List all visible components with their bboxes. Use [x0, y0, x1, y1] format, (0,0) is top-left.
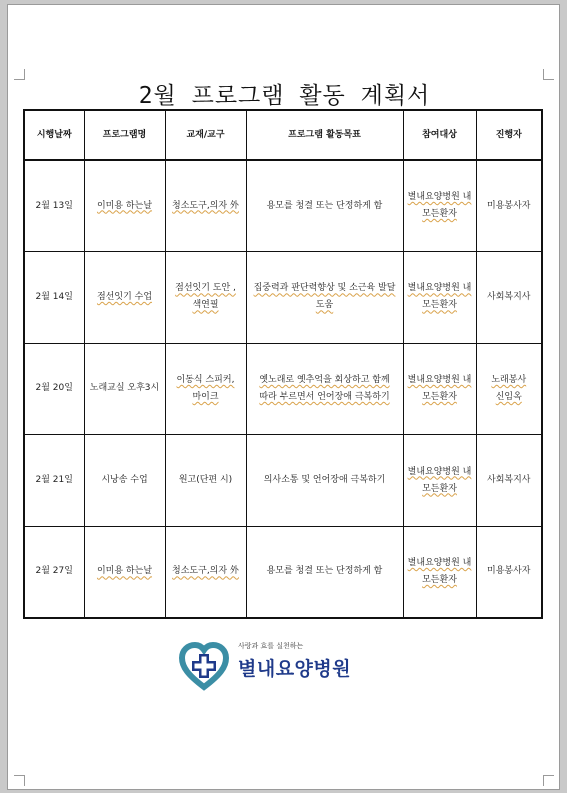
table-row — [24, 435, 542, 527]
crop-mark-bottom-right — [543, 775, 554, 786]
table-row — [24, 252, 542, 344]
cell-program: 이미용 하는날 — [84, 526, 165, 618]
cell-goal: 의사소통 및 언어장애 극복하기 — [246, 435, 403, 527]
header-leader: 진행자 — [476, 110, 542, 160]
cell-leader: 사회복지사 — [476, 435, 542, 527]
cell-goal: 용모를 청결 또는 단정하게 함 — [246, 160, 403, 252]
cell-materials: 청소도구,의자 外 — [165, 526, 246, 618]
cell-leader: 사회복지사 — [476, 252, 542, 344]
cell-target: 별내요양병원 내 모든환자 — [403, 252, 476, 344]
cell-goal: 용모를 청결 또는 단정하게 함 — [246, 526, 403, 618]
cell-target: 별내요양병원 내 모든환자 — [403, 526, 476, 618]
table-header-row — [24, 110, 542, 160]
heart-cross-icon — [178, 641, 230, 691]
cell-materials: 청소도구,의자 外 — [165, 160, 246, 252]
cell-date: 2월 13일 — [24, 160, 84, 252]
header-program: 프로그램명 — [84, 110, 165, 160]
cell-program: 점선잇기 수업 — [84, 252, 165, 344]
cell-program: 이미용 하는날 — [84, 160, 165, 252]
cell-date: 2월 14일 — [24, 252, 84, 344]
cell-materials: 이동식 스피커,마이크 — [165, 343, 246, 435]
cell-target: 별내요양병원 내 모든환자 — [403, 435, 476, 527]
logo-hospital-name: 별내요양병원 — [238, 658, 352, 680]
cell-materials: 원고(단편 시) — [165, 435, 246, 527]
header-target: 참여대상 — [403, 110, 476, 160]
document-title: 2월 프로그램 활동 계획서 — [138, 83, 431, 109]
cell-program: 노래교실 오후3시 — [84, 343, 165, 435]
table-row — [24, 526, 542, 618]
table-row — [24, 160, 542, 252]
cell-date: 2월 21일 — [24, 435, 84, 527]
document-page — [7, 4, 560, 790]
cell-materials: 점선잇기 도안 ,색연필 — [165, 252, 246, 344]
cell-target: 별내요양병원 내 모든환자 — [403, 343, 476, 435]
cell-target: 별내요양병원 내 모든환자 — [403, 160, 476, 252]
cell-leader: 미용봉사자 — [476, 526, 542, 618]
program-plan-table — [23, 109, 543, 619]
logo-tagline: 사랑과 효를 실천하는 — [238, 642, 304, 650]
cell-date: 2월 20일 — [24, 343, 84, 435]
cell-leader: 미용봉사자 — [476, 160, 542, 252]
table-row — [24, 343, 542, 435]
crop-mark-bottom-left — [14, 775, 25, 786]
cell-program: 시낭송 수업 — [84, 435, 165, 527]
cell-goal: 옛노래로 옛추억을 회상하고 함께 따라 부르면서 언어장애 극복하기 — [246, 343, 403, 435]
header-materials: 교재/교구 — [165, 110, 246, 160]
cell-goal: 집중력과 판단력향상 및 소근육 발달 도움 — [246, 252, 403, 344]
header-goal: 프로그램 활동목표 — [246, 110, 403, 160]
cell-leader: 노래봉사 신임옥 — [476, 343, 542, 435]
header-date: 시행날짜 — [24, 110, 84, 160]
cell-date: 2월 27일 — [24, 526, 84, 618]
hospital-logo — [178, 637, 388, 693]
